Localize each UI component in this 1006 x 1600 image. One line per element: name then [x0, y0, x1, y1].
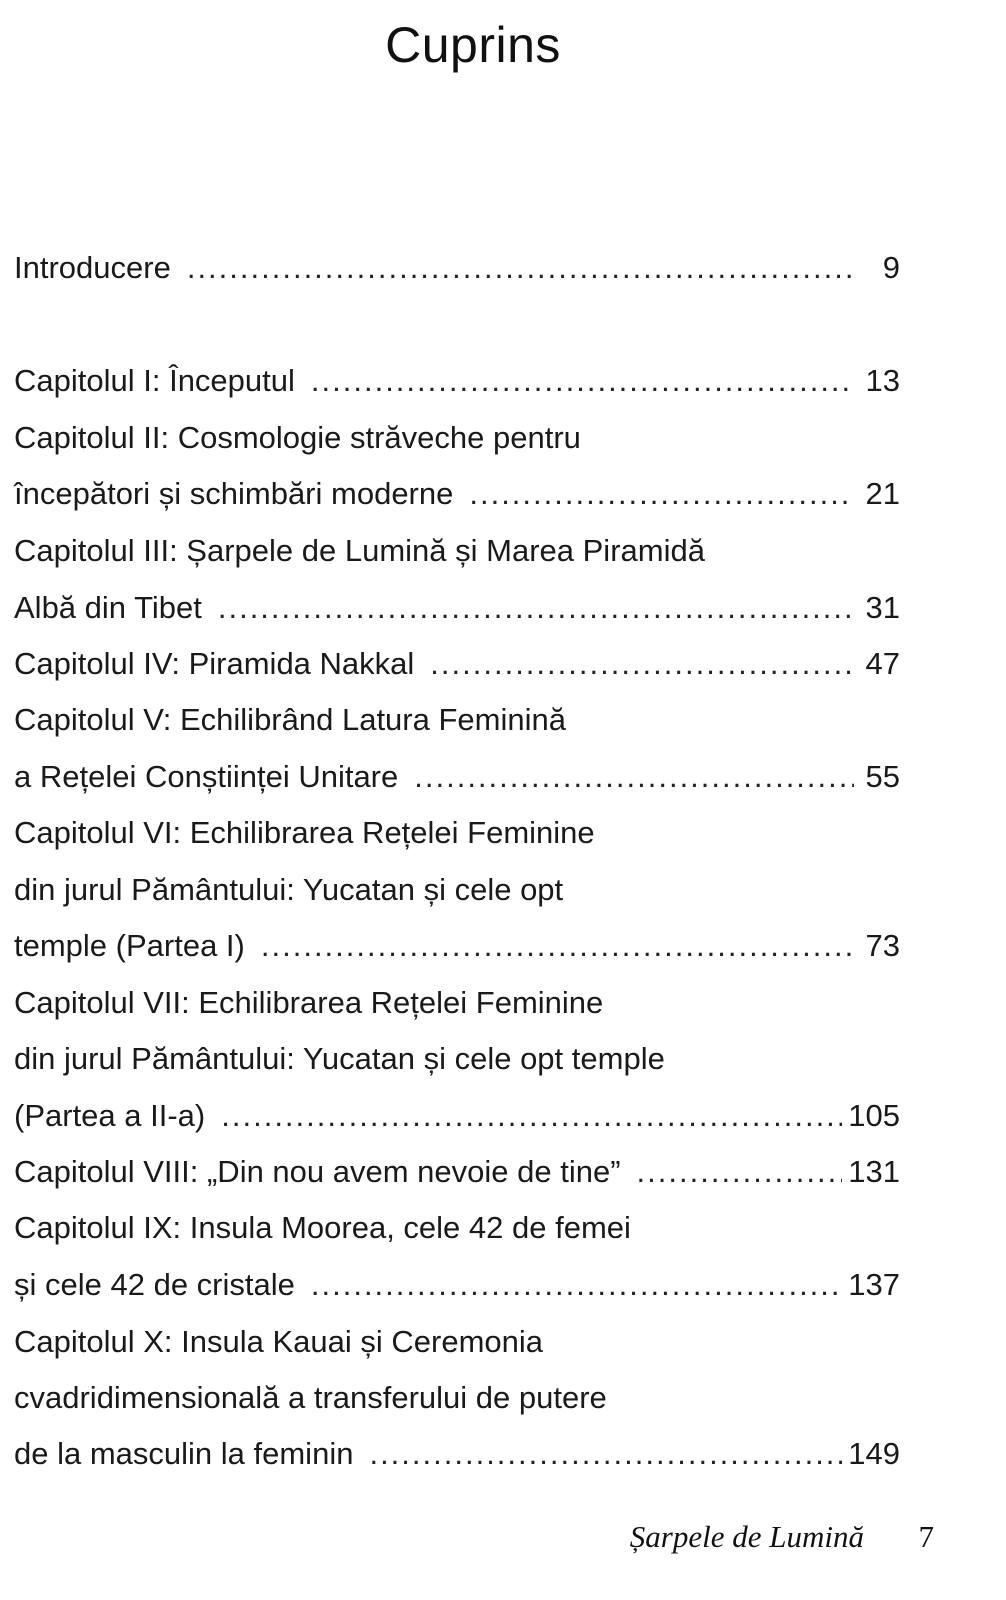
toc-entry-text: din jurul Pământului: Yucatan și cele opt [14, 872, 564, 907]
toc-leader-dots [369, 1426, 842, 1482]
toc-line [14, 580, 900, 636]
toc-line [14, 692, 900, 748]
toc-leader-dots [469, 466, 854, 522]
toc-entry-text: Introducere [14, 250, 171, 285]
toc-line [14, 523, 900, 579]
toc-entry-text: Capitolul VIII: „Din nou avem nevoie de tine” [14, 1154, 621, 1189]
toc-entry-text: și cele 42 de cristale [14, 1267, 295, 1302]
toc-entry-text: Capitolul VII: Echilibrarea Rețelei Feminine [14, 985, 604, 1020]
toc-line [14, 1370, 900, 1426]
toc-entry-text: cvadridimensională a transferului de putere [14, 1380, 607, 1415]
toc-entry-text: Capitolul X: Insula Kauai și Ceremonia [14, 1324, 543, 1359]
toc-line [14, 749, 900, 805]
toc-leader-dots [218, 580, 854, 636]
toc-line [14, 1031, 900, 1087]
toc-entry-text: de la masculin la feminin [14, 1436, 354, 1471]
toc-line [14, 240, 900, 296]
toc-leader-dots [221, 1088, 842, 1144]
toc-page-number: 21 [865, 476, 900, 511]
toc-entry-text: (Partea a II-a) [14, 1098, 206, 1133]
toc-leader-dots [414, 749, 854, 805]
toc-line [14, 1200, 900, 1256]
toc-leader-dots [187, 240, 854, 296]
toc-page-number: 9 [882, 250, 900, 285]
toc-entry-text: temple (Partea I) [14, 928, 245, 963]
toc-entry-text: Capitolul III: Șarpele de Lumină și Marea Piramidă [14, 533, 705, 568]
toc-entry-text: Capitolul IX: Insula Moorea, cele 42 de femei [14, 1210, 631, 1245]
toc-line [14, 862, 900, 918]
toc-line [14, 636, 900, 692]
toc-line [14, 410, 900, 466]
toc-page-number: 105 [848, 1098, 900, 1133]
toc-entry-text: Capitolul V: Echilibrând Latura Feminină [14, 702, 566, 737]
toc-line [14, 1257, 900, 1313]
toc-leader-dots [430, 636, 854, 692]
toc-entry-text: Capitolul VI: Echilibrarea Rețelei Feminine [14, 815, 595, 850]
toc-page-number: 47 [865, 646, 900, 681]
toc-page-number: 13 [865, 363, 900, 398]
toc-page-number: 149 [848, 1436, 900, 1471]
toc-entry-text: începători și schimbări moderne [14, 476, 454, 511]
toc-entry-text: Capitolul IV: Piramida Nakkal [14, 646, 415, 681]
toc-page-number: 73 [865, 928, 900, 963]
page-number: 7 [918, 1519, 934, 1554]
toc-line [14, 1144, 900, 1200]
toc-line [14, 466, 900, 522]
toc-page-number: 31 [865, 590, 900, 625]
toc-line [14, 805, 900, 861]
toc-entry-text: a Rețelei Conștiinței Unitare [14, 759, 399, 794]
toc-line [14, 1426, 900, 1482]
toc-leader-dots [637, 1144, 843, 1200]
running-footer-book-title: Șarpele de Lumină [629, 1519, 864, 1554]
toc-entry-text: din jurul Pământului: Yucatan și cele opt temple [14, 1041, 665, 1076]
toc-line [14, 1088, 900, 1144]
toc-leader-dots [311, 353, 854, 409]
toc-entry-text: Capitolul II: Cosmologie străveche pentru [14, 420, 581, 455]
toc-line [14, 1314, 900, 1370]
toc-page-number: 137 [848, 1267, 900, 1302]
toc-entry-text: Capitolul I: Începutul [14, 363, 295, 398]
toc-line [14, 975, 900, 1031]
toc-page-number: 131 [848, 1154, 900, 1189]
toc-leader-dots [261, 918, 854, 974]
page-title: Cuprins [385, 17, 561, 73]
toc-page-number: 55 [865, 759, 900, 794]
toc-leader-dots [311, 1257, 842, 1313]
toc-line [14, 353, 900, 409]
toc-line [14, 918, 900, 974]
toc-entry-text: Albă din Tibet [14, 590, 202, 625]
